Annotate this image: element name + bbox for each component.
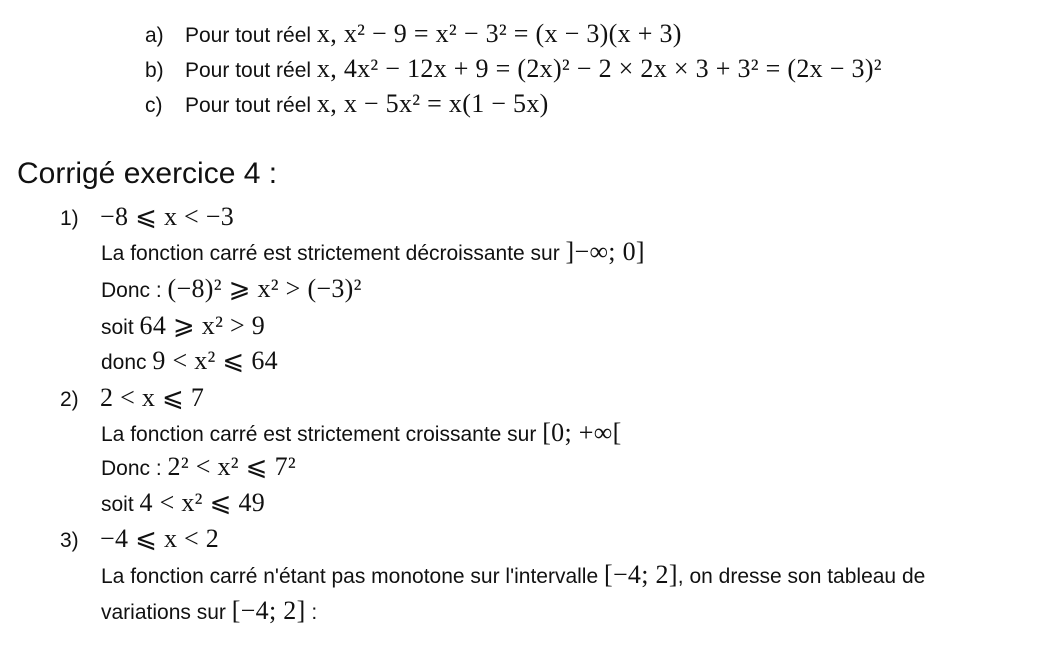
- item-variable: x,: [316, 89, 338, 118]
- part-3-continuation: [101, 597, 317, 627]
- part-1-step-3: [101, 347, 278, 377]
- part-2-step-2: [101, 489, 265, 519]
- intro-item-b: [145, 55, 882, 85]
- part-2-step-1: [101, 453, 296, 483]
- part-2-header: [60, 384, 204, 414]
- part-condition: 2 < x ⩽ 7: [100, 383, 205, 412]
- part-1-step-1: [101, 275, 362, 305]
- statement-after: , on dresse son tableau de: [677, 565, 926, 588]
- item-variable: x,: [316, 19, 338, 48]
- step-math: 64 ⩾ x² > 9: [139, 311, 266, 340]
- part-1-step-2: [101, 312, 265, 342]
- step-label: Donc :: [101, 457, 168, 480]
- step-math: 2² < x² ⩽ 7²: [167, 452, 296, 481]
- part-number: 2): [60, 388, 79, 411]
- part-condition: −4 ⩽ x < 2: [100, 524, 220, 553]
- step-math: 4 < x² ⩽ 49: [139, 488, 266, 517]
- item-variable: x,: [316, 54, 338, 83]
- step-math: (−8)² ⩾ x² > (−3)²: [167, 274, 362, 303]
- item-marker: b): [145, 59, 164, 82]
- statement-text: La fonction carré n'étant pas monotone sur l'intervalle: [101, 565, 604, 588]
- part-number: 3): [60, 529, 79, 552]
- part-1-statement: [101, 238, 645, 268]
- item-equation: x² − 9 = x² − 3² = (x − 3)(x + 3): [337, 19, 682, 48]
- statement-interval: ]−∞; 0]: [565, 237, 645, 266]
- item-text: Pour tout réel: [185, 24, 317, 47]
- item-equation: x − 5x² = x(1 − 5x): [337, 89, 549, 118]
- part-1-header: [60, 203, 234, 233]
- part-condition: −8 ⩽ x < −3: [100, 202, 235, 231]
- section-heading: Corrigé exercice 4 :: [17, 157, 278, 190]
- step-label: donc: [101, 351, 153, 374]
- step-label: soit: [101, 316, 140, 339]
- part-3-statement: [101, 561, 925, 591]
- intro-item-a: [145, 20, 682, 50]
- item-marker: a): [145, 24, 164, 47]
- continuation-after: :: [305, 601, 318, 624]
- item-text: Pour tout réel: [185, 59, 317, 82]
- statement-interval: [−4; 2]: [603, 560, 678, 589]
- part-2-statement: [101, 419, 622, 449]
- item-marker: c): [145, 94, 163, 117]
- continuation-text: variations sur: [101, 601, 232, 624]
- part-number: 1): [60, 207, 79, 230]
- statement-text: La fonction carré est strictement croissante sur: [101, 423, 543, 446]
- part-3-header: [60, 525, 219, 555]
- item-text: Pour tout réel: [185, 94, 317, 117]
- intro-item-c: [145, 90, 549, 120]
- item-equation: 4x² − 12x + 9 = (2x)² − 2 × 2x × 3 + 3² = (2x − 3)²: [337, 54, 882, 83]
- step-label: soit: [101, 493, 140, 516]
- step-math: 9 < x² ⩽ 64: [152, 346, 278, 375]
- statement-interval: [0; +∞[: [542, 418, 622, 447]
- statement-text: La fonction carré est strictement décroissante sur: [101, 242, 566, 265]
- continuation-interval: [−4; 2]: [231, 596, 306, 625]
- step-label: Donc :: [101, 279, 168, 302]
